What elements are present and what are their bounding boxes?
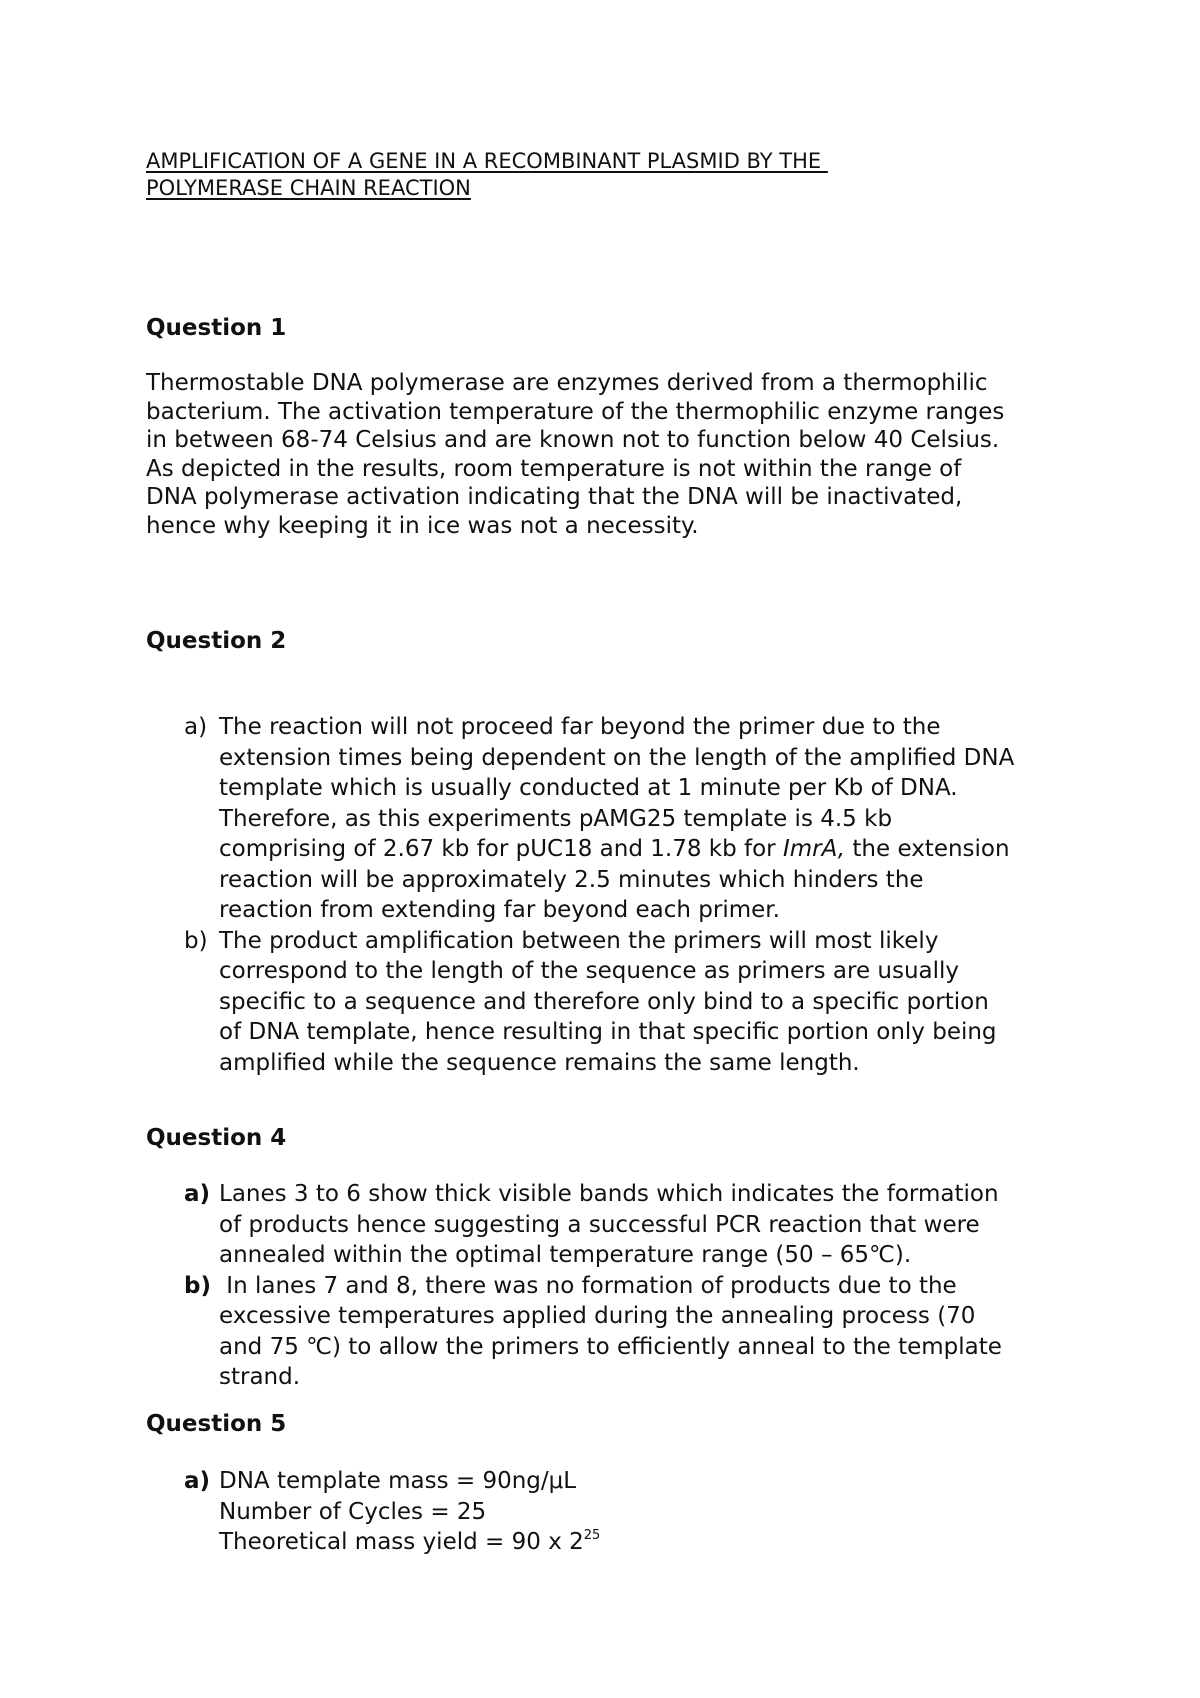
list-marker: a) [184,1468,211,1494]
answer-line: extension times being dependent on the length of the amplified DNA [219,744,1015,771]
answer-line: DNA template mass = 90ng/μL [219,1468,577,1494]
answer-item-b [146,926,1014,1079]
list-marker: b) [184,927,208,954]
answer-line: of products hence suggesting a successful PCR reaction that were [219,1211,980,1238]
list-marker: a) [184,714,208,740]
answer-line: DNA polymerase activation indicating that the DNA will be inactivated, [146,484,963,511]
answer-line: reaction from extending far beyond each primer. [219,897,780,923]
answer-line: and 75 ℃) to allow the primers to efficiently anneal to the template [219,1333,1002,1360]
answer-line: template which is usually conducted at 1 minute per Kb of DNA. [219,775,958,801]
answer-line: strand. [219,1364,301,1390]
text-run: the extension [845,836,1010,862]
answer-line: in between 68-74 Celsius and are known not to function below 40 Celsius. [146,427,1000,454]
answer-item-a [146,1179,1002,1271]
question-1-heading: Question 1 [146,315,287,341]
list-marker: b) [184,1272,211,1299]
answer-item-a [146,1466,600,1558]
document-title [146,148,828,202]
answer-line: hence why keeping it in ice was not a necessity. [146,512,699,539]
answer-line: correspond to the length of the sequence as primers are usually [219,958,960,984]
answer-line: As depicted in the results, room temperature is not within the range of [146,455,962,482]
answer-line: Number of Cycles = 25 [219,1498,487,1525]
title-line-1: AMPLIFICATION OF A GENE IN A RECOMBINANT PLASMID BY THE [146,149,828,173]
answer-line: amplified while the sequence remains the same length. [219,1049,860,1076]
text-run: Theoretical mass yield = 90 x 2 [219,1529,584,1555]
answer-line: Thermostable DNA polymerase are enzymes derived from a thermophilic [146,370,988,396]
answer-line: of DNA template, hence resulting in that specific portion only being [219,1019,997,1045]
answer-line: The product amplification between the primers will most likely [219,927,939,954]
answer-item-b [146,1271,1002,1393]
answer-line: annealed within the optimal temperature range (50 – 65℃). [219,1242,912,1268]
answer-line: Lanes 3 to 6 show thick visible bands which indicates the formation [219,1181,999,1207]
list-marker: a) [184,1181,211,1207]
answer-item-a [146,712,1014,926]
answer-line [219,1527,600,1558]
answer-line: specific to a sequence and therefore only bind to a specific portion [219,988,989,1015]
question-2-heading: Question 2 [146,628,287,654]
answer-line: excessive temperatures applied during the annealing process (70 [219,1303,976,1329]
answer-line: The reaction will not proceed far beyond the primer due to the [219,714,941,740]
answer-line: bacterium. The activation temperature of the thermophilic enzyme ranges [146,398,1005,425]
answer-line: Therefore, as this experiments pAMG25 template is 4.5 kb [219,805,893,832]
gene-name-italic: ImrA, [782,836,846,862]
question-4-answers [146,1179,1002,1393]
question-1-answer [146,369,1004,541]
question-2-answers [146,712,1014,1078]
question-5-answers [146,1466,600,1558]
title-line-2: POLYMERASE CHAIN REACTION [146,176,471,200]
answer-line [219,834,1014,865]
exponent: 25 [583,1528,601,1543]
text-run: comprising of 2.67 kb for pUC18 and 1.78 kb for [219,836,783,862]
question-5-heading: Question 5 [146,1411,287,1437]
answer-line: In lanes 7 and 8, there was no formation of products due to the [219,1272,957,1299]
answer-line: reaction will be approximately 2.5 minutes which hinders the [219,866,924,893]
question-4-heading: Question 4 [146,1125,287,1151]
